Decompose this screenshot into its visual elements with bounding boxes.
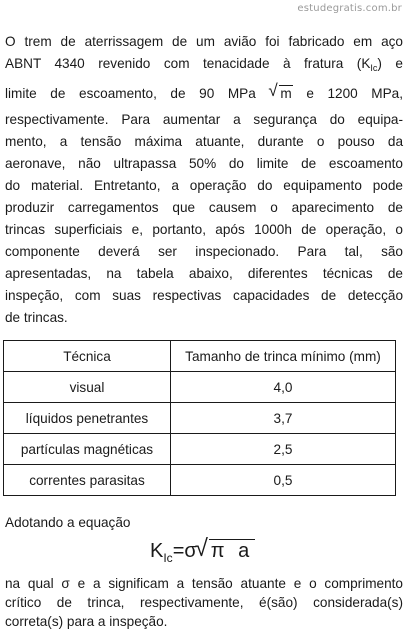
subscript: Ic — [370, 63, 378, 73]
text-line: trincas superficiais e, portanto, após 1000h de operação, o — [5, 222, 403, 237]
text-line: na qual σ e a significam a tensão atuante e o comprimento — [5, 576, 403, 591]
text-line: apresentadas, na tabela abaixo, diferentes técnicas de — [5, 266, 403, 281]
table-cell: partículas magnéticas — [4, 434, 171, 465]
text-line: limite de escoamento, de 90 MPa √ m e 1200 MPa, — [5, 83, 403, 109]
text-line: do material. Entretanto, a operação do equipamento pode — [5, 178, 403, 193]
table-cell: visual — [4, 372, 171, 403]
sqrt-symbol: √ m — [271, 83, 292, 105]
table-row — [4, 465, 396, 496]
text-line: correta(s) para a inspeção. — [5, 614, 168, 629]
table-cell: 4,0 — [171, 372, 396, 403]
text-line: de trincas. — [5, 310, 68, 325]
column-header: Técnica — [4, 341, 171, 372]
table-cell: correntes parasitas — [4, 465, 171, 496]
table-cell: líquidos penetrantes — [4, 403, 171, 434]
intro-paragraph — [5, 31, 403, 329]
text-line: inspeção, com suas respectivas capacidades de detecção — [5, 288, 403, 303]
sqrt-symbol: √ π a — [197, 540, 255, 563]
table-cell: 3,7 — [171, 403, 396, 434]
table-row — [4, 403, 396, 434]
text-line: crítico de trinca, respectivamente, é(são) considerada(s) — [5, 595, 403, 610]
column-header: Tamanho de trinca mínimo (mm) — [171, 341, 396, 372]
text-line: produzir carregamentos que causem o aparecimento de — [5, 200, 403, 215]
text-line: componente deverá ser inspecionado. Para tal, são — [5, 244, 403, 259]
table-row — [4, 372, 396, 403]
equation-intro: Adotando a equação — [5, 515, 131, 530]
text-line: ABNT 4340 revenido com tenacidade à fratura $(K_{Ic})$ e — [5, 56, 403, 73]
inspection-table — [3, 340, 396, 496]
question-paragraph — [5, 574, 403, 631]
text-line: aeronave, não ultrapassa 50% do limite de escoamento — [5, 156, 403, 171]
table-cell: 2,5 — [171, 434, 396, 465]
text-line: mento, a tensão máxima atuante, durante o pouso da — [5, 134, 403, 149]
fracture-toughness-equation: $K_{Ic}=\sigma√$ π a — [150, 540, 255, 565]
text-line: respectivamente. Para aumentar a segurança do equipa- — [5, 112, 403, 127]
table-cell: 0,5 — [171, 465, 396, 496]
text-line: O trem de aterrissagem de um avião foi fabricado em aço — [5, 34, 403, 49]
watermark: estudegratis.com.br — [297, 3, 402, 14]
table-header-row — [4, 341, 396, 372]
table-row — [4, 434, 396, 465]
